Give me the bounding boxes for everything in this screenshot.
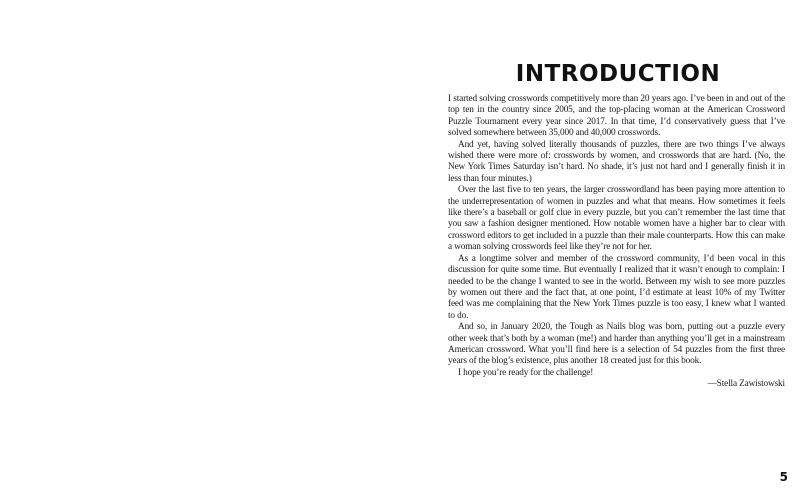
paragraph: I started solving crosswords competitively more than 20 years ago. I’ve been in and out of the top ten in the country since 2005, and the top-placing woman at the American Crossword Puzzle Tournament every year since 2017. In that time, I’d conservatively guess that I’ve solved somewhere between 35,000 and 40,000 crosswords. (448, 94, 785, 139)
author-signature: —Stella Zawistowski (707, 379, 785, 390)
right-page (448, 0, 788, 500)
page-title: INTRODUCTION (515, 61, 721, 87)
page-number: 5 (779, 470, 788, 484)
paragraph: As a longtime solver and member of the crossword community, I’d been vocal in this discussion for quite some time. But eventually I realized that it wasn’t enough to complain: I needed to be the change I wanted to see in the world. Between my wish to see more puzzles by women out there and the fact that, at one point, I’d estimate at least 10% of my Twitter feed was me complaining that the New York Times puzzle is too easy, I knew what I wanted to do. (448, 253, 785, 321)
paragraph: Over the last five to ten years, the larger crosswordland has been paying more attention to the underrepresentation of women in puzzles and what that means. How sometimes it feels like there’s a baseball or golf clue in every puzzle, but you can’t remember the last time that you saw a fashion designer mentioned. How notable women have a higher bar to clear with crossword editors to get included in a puzzle than their male counterparts. How this can make a woman solving crosswords feel like they’re not for her. (448, 185, 785, 253)
paragraph: And yet, having solved literally thousands of puzzles, there are two things I’ve always wished there were more of: crosswords by women, and crosswords that are hard. (No, the New York Times Saturday isn’t hard. No shade, it’s just not hard and I generally finish it in less than four minutes.) (448, 139, 785, 184)
paragraph: And so, in January 2020, the Tough as Nails blog was born, putting out a puzzle every other week that’s both by a woman (me!) and harder than anything you’ll get in a mainstream American crossword. What you’ll find here is a selection of 54 puzzles from the first three years of the blog’s existence, plus another 18 created just for this book. (448, 322, 785, 367)
paragraph: I hope you’re ready for the challenge! (458, 367, 594, 378)
body-text (448, 94, 785, 391)
